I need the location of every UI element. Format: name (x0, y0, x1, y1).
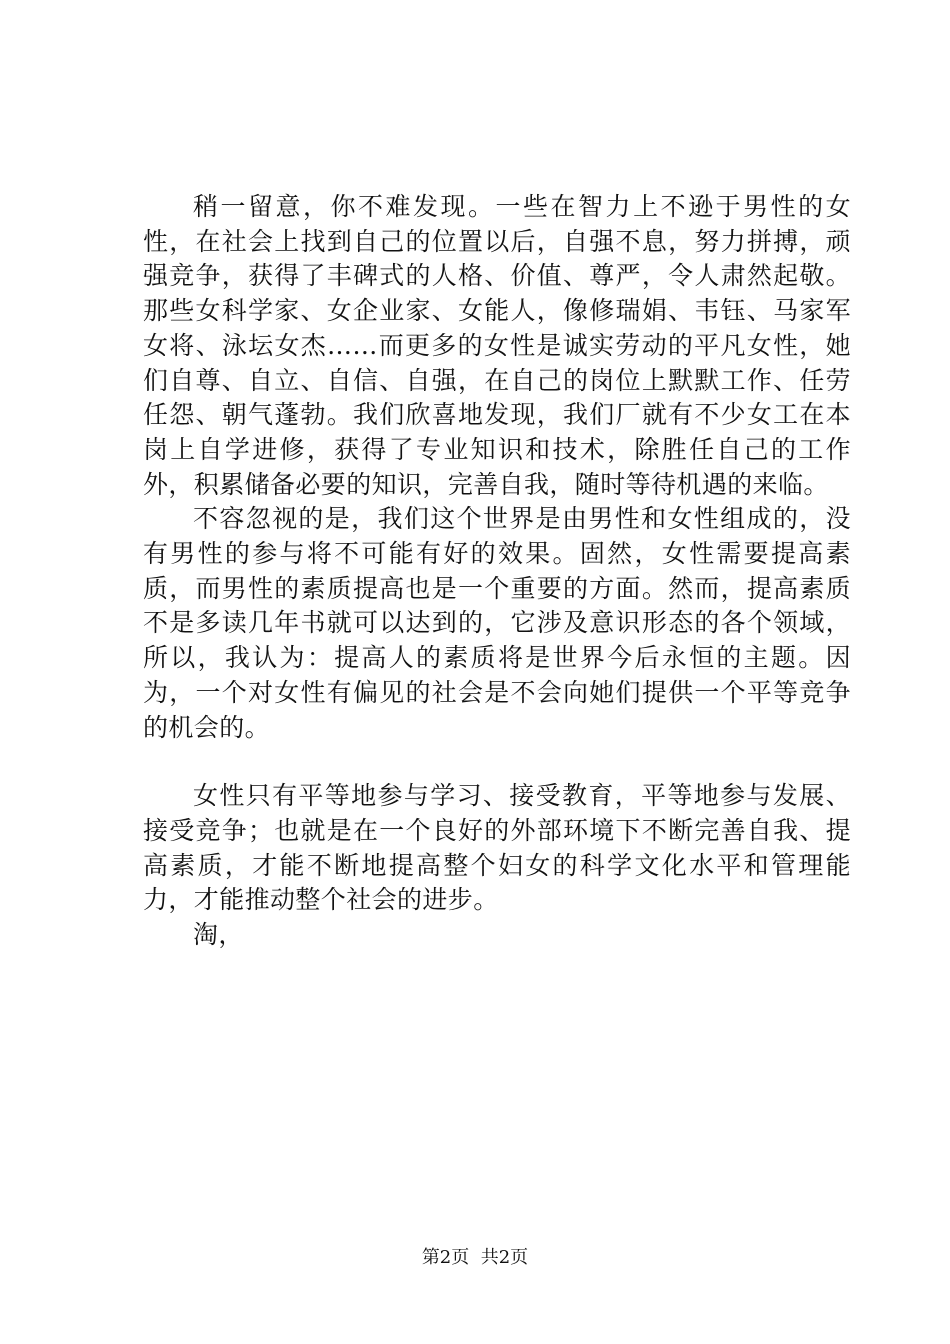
paragraph-4: 淘， (193, 920, 244, 950)
paragraph-1: 稍一留意，你不难发现。一些在智力上不逊于男性的女性，在社会上找到自己的位置以后，自强不息，努力拼搏，顽强竞争，获得了丰碑式的人格、价值、尊严，令人肃然起敬。那些女科学家、女企业家、女能人，像修瑞娟、韦钰、马家军女将、泳坛女杰……而更多的女性是诚实劳动的平凡女性，她们自尊、自立、自信、自强，在自己的岗位上默默工作、任劳任怨、朝气蓬勃。我们欣喜地发现，我们厂就有不少女工在本岗上自学进修，获得了专业知识和技术，除胜任自己的工作外，积累储备必要的知识，完善自我，随时等待机遇的来临。 (143, 192, 851, 499)
paragraph-2: 不容忽视的是，我们这个世界是由男性和女性组成的，没有男性的参与将不可能有好的效果。固然，女性需要提高素质，而男性的素质提高也是一个重要的方面。然而，提高素质不是多读几年书就可以达到的，它涉及意识形态的各个领域，所以，我认为：提高人的素质将是世界今后永恒的主题。因为，一个对女性有偏见的社会是不会向她们提供一个平等竞争的机会的。 (143, 504, 851, 742)
page-number-label: 第2页 共2页 (421, 1247, 529, 1268)
paragraph-3: 女性只有平等地参与学习、接受教育，平等地参与发展、接受竞争；也就是在一个良好的外部环境下不断完善自我、提高素质，才能不断地提高整个妇女的科学文化水平和管理能力，才能推动整个社会的进步。 (143, 781, 851, 915)
paragraph-spacer (143, 745, 851, 779)
document-body (143, 190, 851, 953)
page-footer (0, 1243, 950, 1269)
